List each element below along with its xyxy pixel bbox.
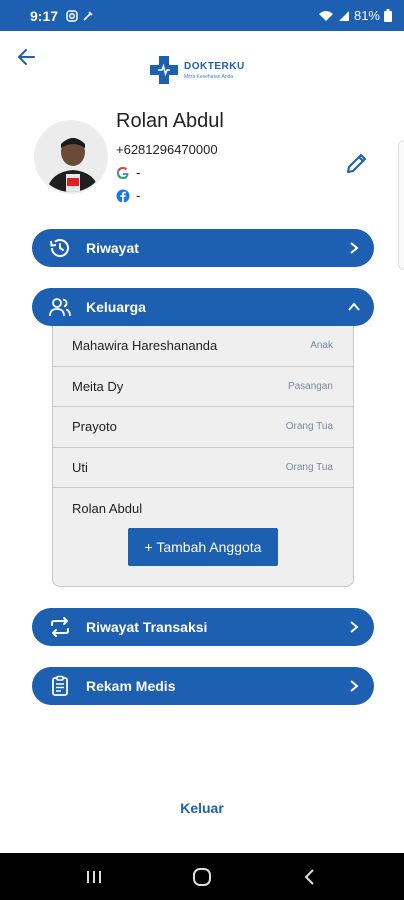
logout-button[interactable]: [0, 800, 404, 816]
signal-icon: [338, 10, 350, 22]
status-bar: [0, 0, 404, 31]
family-member-row[interactable]: [53, 367, 353, 408]
side-drawer-handle[interactable]: [398, 140, 404, 270]
family-self-row[interactable]: [53, 488, 353, 528]
member-name: Mahawira Hareshananda: [72, 338, 218, 354]
keluarga-label: Keluarga: [86, 299, 146, 315]
riwayat-button[interactable]: [32, 229, 374, 267]
wifi-icon: [318, 10, 334, 22]
rekam-medis-label: Rekam Medis: [86, 678, 176, 694]
back-button[interactable]: [14, 44, 40, 70]
riwayat-transaksi-button[interactable]: [32, 608, 374, 646]
google-icon: [116, 166, 130, 180]
logout-label: Keluar: [180, 800, 224, 816]
member-name: Prayoto: [72, 419, 117, 435]
family-list-panel: [52, 326, 354, 587]
pencil-icon: [344, 150, 370, 176]
user-photo: [36, 122, 108, 194]
riwayat-transaksi-label: Riwayat Transaksi: [86, 619, 208, 635]
profile-name: Rolan Abdul: [116, 110, 224, 132]
add-member-button[interactable]: + Tambah Anggota: [128, 528, 278, 566]
clipboard-icon: [48, 674, 72, 698]
google-account-row: [116, 165, 140, 180]
riwayat-label: Riwayat: [86, 240, 139, 256]
chevron-up-icon: [347, 301, 361, 313]
avatar: [34, 120, 108, 194]
users-icon: [48, 295, 72, 319]
member-relation: Pasangan: [287, 380, 333, 392]
facebook-icon: [116, 189, 130, 203]
facebook-value: -: [136, 188, 141, 203]
home-icon: [192, 867, 212, 887]
member-relation: Orang Tua: [285, 461, 333, 473]
family-member-row[interactable]: [53, 407, 353, 448]
battery-percent: 81%: [353, 8, 380, 23]
transfer-icon: [48, 615, 72, 639]
back-chevron-icon: [303, 868, 317, 886]
self-name: Rolan Abdul: [72, 500, 143, 516]
arrow-left-icon: [14, 44, 40, 70]
profile-phone: +6281296470000: [116, 142, 218, 157]
status-time: 9:17: [30, 7, 59, 24]
home-button[interactable]: [182, 862, 222, 892]
facebook-account-row: [116, 188, 140, 203]
family-member-row[interactable]: [53, 448, 353, 489]
keluarga-button[interactable]: [32, 288, 374, 326]
member-name: Meita Dy: [72, 378, 124, 394]
battery-icon: [384, 9, 392, 22]
notification-icons: [66, 10, 94, 22]
dokterku-logo: [148, 54, 260, 86]
instagram-notification-icon: [66, 10, 78, 22]
member-relation: Orang Tua: [285, 421, 333, 433]
edit-profile-button[interactable]: [344, 150, 370, 176]
tools-notification-icon: [82, 10, 94, 22]
recent-apps-button[interactable]: [74, 862, 114, 892]
chevron-right-icon: [348, 241, 360, 255]
google-value: -: [136, 165, 141, 180]
history-icon: [48, 236, 72, 260]
chevron-right-icon: [348, 679, 360, 693]
recent-apps-icon: [85, 869, 103, 885]
logo-name: DOKTERKU: [184, 60, 245, 72]
logo-tagline: Mitra Kesehatan Anda: [184, 73, 234, 80]
system-nav-bar: [0, 853, 404, 900]
member-relation: Anak: [310, 340, 333, 352]
family-member-row[interactable]: [53, 326, 353, 367]
back-nav-button[interactable]: [290, 862, 330, 892]
member-name: Uti: [72, 459, 88, 475]
chevron-right-icon: [348, 620, 360, 634]
status-right: [318, 8, 392, 23]
medical-cross-icon: [148, 54, 180, 86]
rekam-medis-button[interactable]: [32, 667, 374, 705]
